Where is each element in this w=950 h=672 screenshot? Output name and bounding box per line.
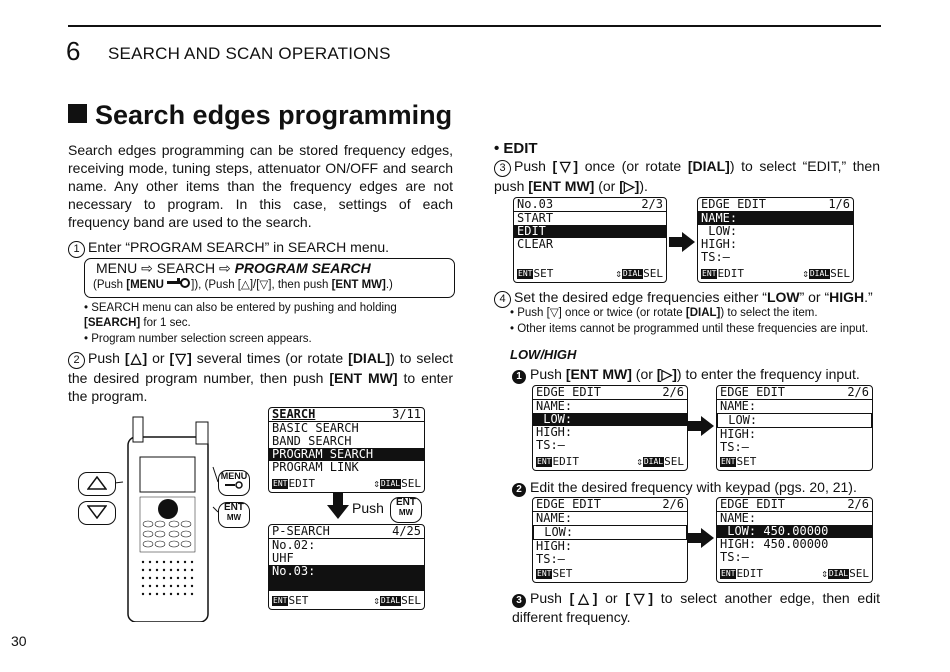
lcd-search-menu: SEARCH 3/11 BASIC SEARCH BAND SEARCH PROGRAM SEARCH PROGRAM LINK ENTEDIT ⇕DIALSEL — [268, 407, 425, 493]
step-2: 2 Push [△] or [▽] several times (or rotate [DIAL]) to select the desired program number, then push [ENT MW] to enter the program. — [68, 350, 454, 404]
lcd-item: BAND SEARCH — [272, 435, 352, 448]
ent-mw-key-icon: ENT MW — [390, 497, 422, 523]
note-4-2: • Other items cannot be programmed until these frequencies are input. — [510, 323, 869, 335]
step-3: 3 Push [▽] once (or rotate [DIAL]) to select “EDIT,” then push [ENT MW] (or [▷]). — [494, 158, 880, 194]
lcd-edge-edit-3a: EDGE EDIT 2/6 NAME: LOW: HIGH: TS:– ENTSET — [532, 497, 688, 583]
lcd-edge-edit-2a: EDGE EDIT 2/6 NAME: LOW: HIGH: TS:– ENTEDIT ⇕DIALSEL — [532, 385, 688, 471]
edit-heading: • EDIT — [494, 140, 538, 157]
header-rule — [68, 25, 881, 27]
lcd-item: PROGRAM LINK — [272, 461, 359, 474]
substep-2: 2 Edit the desired frequency with keypad (pgs. 20, 21). — [512, 478, 857, 497]
down-key-icon — [78, 501, 116, 525]
up-key-icon — [78, 472, 116, 496]
lcd-item: UHF — [272, 552, 294, 565]
lcd-edge-edit-2b: EDGE EDIT 2/6 NAME: LOW: HIGH: TS:– ENTSET — [716, 385, 873, 471]
lcd-program-search: P-SEARCH 4/25 No.02: UHF No.03: ENTSET ⇕DIALSEL — [268, 524, 425, 610]
step-4: 4 Set the desired edge frequencies either “LOW” or “HIGH.” — [494, 288, 880, 308]
lcd-edge-edit-3b: EDGE EDIT 2/6 NAME: LOW: 450.00000 HIGH: 450.00000 TS:– ENTEDIT ⇕DIALSEL — [716, 497, 873, 583]
right-arrow-icon — [669, 232, 695, 252]
right-arrow-icon — [688, 416, 714, 436]
chapter-title: SEARCH AND SCAN OPERATIONS — [108, 44, 391, 63]
lcd-program-menu: No.03 2/3 START EDIT CLEAR ENTSET ⇕DIALSEL — [513, 197, 667, 283]
lcd-item-selected: EDIT — [514, 225, 666, 238]
lcd-edge-edit-1: EDGE EDIT 1/6 NAME: LOW: HIGH: TS:– ENTEDIT ⇕DIALSEL — [697, 197, 854, 283]
menu-key-icon: MENU — [218, 470, 250, 496]
down-arrow-icon — [327, 493, 349, 519]
ent-mw-key-icon: ENT MW — [218, 502, 250, 528]
substep-3: 3 Push [△] or [▽] to select another edge, then edit different frequency. — [512, 590, 880, 625]
intro-paragraph: Search edges programming can be stored frequency edges, receiving mode, tuning steps, attenuator ON/OFF and search name. Any other items than the frequency edges are not necessary to program. In this case, settings of each frequency band are used to the search. — [68, 142, 453, 230]
note-2: • Program number selection screen appears. — [84, 333, 312, 345]
chapter-number: 6 — [66, 36, 81, 66]
menu-path-box — [84, 258, 455, 298]
note-1: • SEARCH menu can also be entered by pushing and holding [SEARCH] for 1 sec. — [84, 302, 397, 329]
menu-instructions: (Push [MENU ]), (Push [△]/[▽], then push [ENT MW].) — [93, 279, 393, 291]
step-1: 1 Enter “PROGRAM SEARCH” in SEARCH menu. — [68, 238, 389, 258]
step-number: 1 — [68, 241, 85, 258]
lcd-item: No.02: — [272, 539, 316, 552]
lcd-item-selected: No.03: — [269, 565, 424, 578]
key-icon — [167, 278, 191, 288]
lcd-item: BASIC SEARCH — [272, 422, 359, 435]
square-bullet-icon — [68, 104, 87, 123]
menu-path: MENU ⇨ SEARCH ⇨ PROGRAM SEARCH — [96, 260, 371, 276]
right-arrow-icon — [688, 528, 714, 548]
lowhigh-heading: LOW/HIGH — [510, 347, 577, 362]
lcd-item-selected: PROGRAM SEARCH — [269, 448, 424, 461]
page-number: 30 — [11, 633, 27, 649]
section-title: Search edges programming — [68, 100, 452, 131]
push-label: Push — [352, 500, 384, 516]
substep-1: 1 Push [ENT MW] (or [▷]) to enter the frequency input. — [512, 365, 860, 384]
note-4-1: • Push [▽] once or twice (or rotate [DIAL]) to select the item. — [510, 307, 818, 319]
